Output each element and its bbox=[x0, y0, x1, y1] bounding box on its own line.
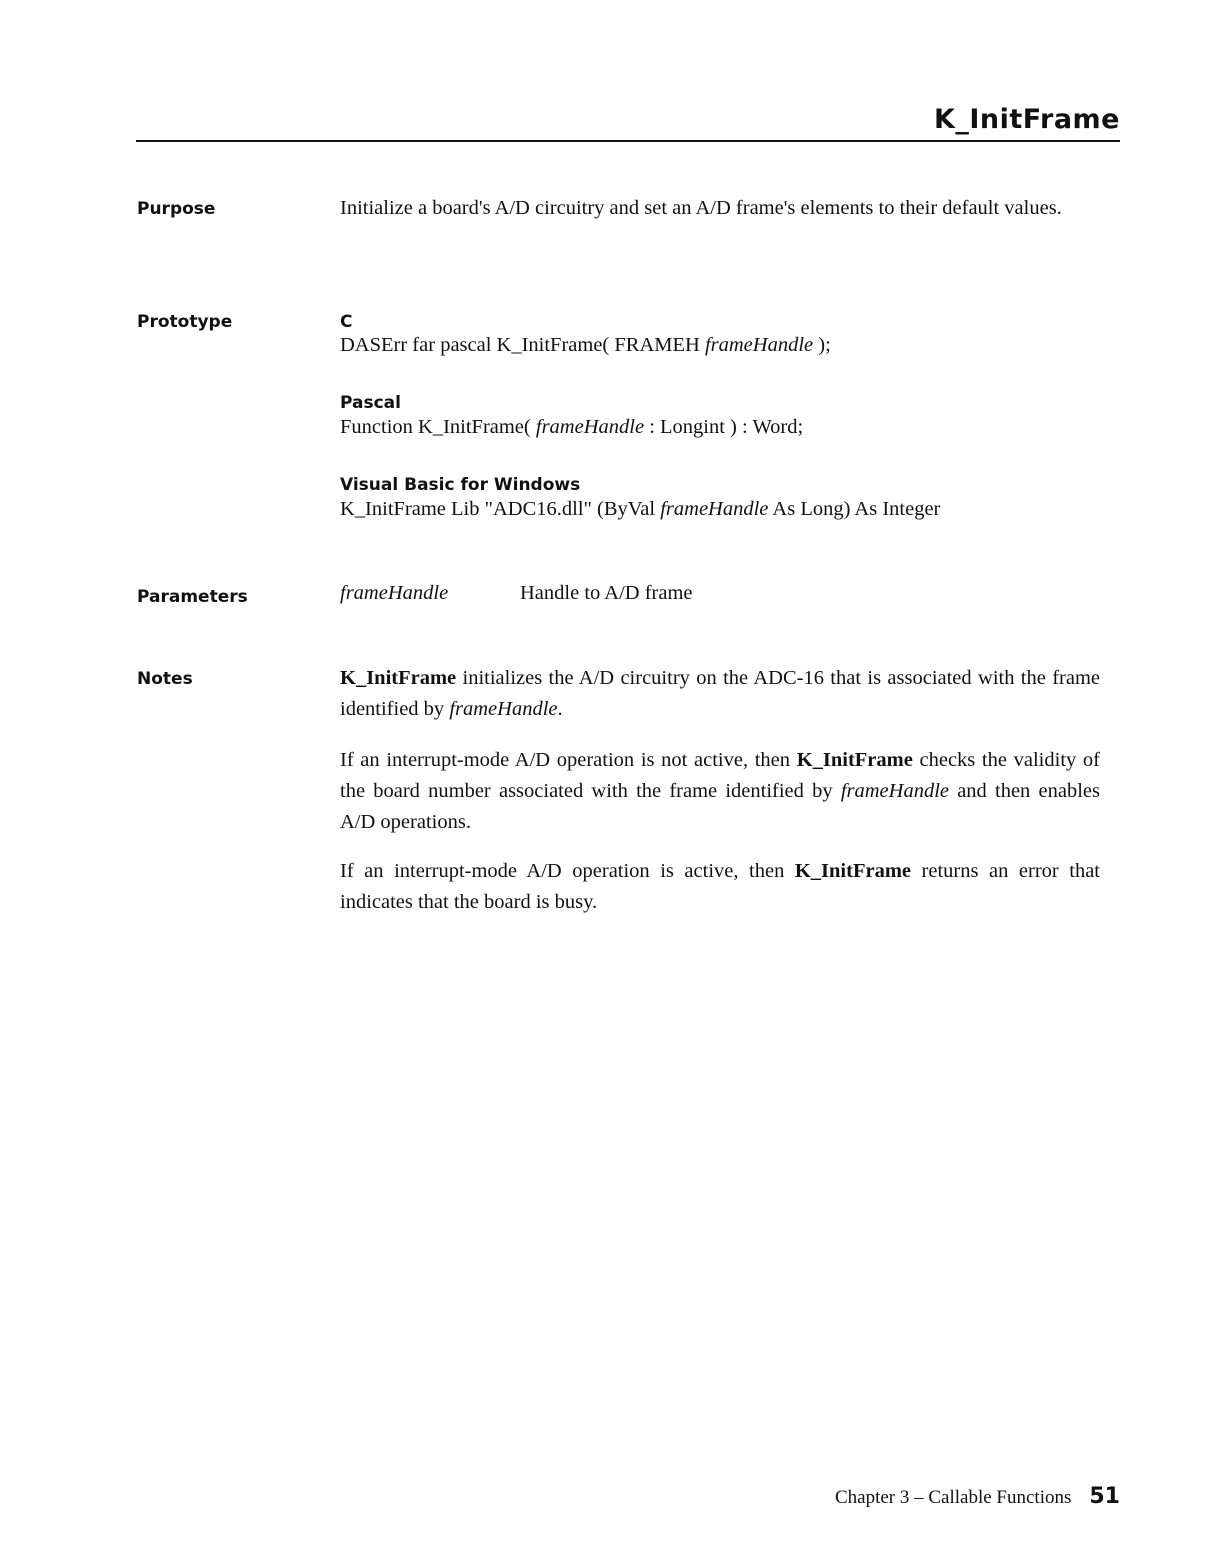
parameter-name-text: frameHandle bbox=[340, 582, 449, 604]
vb-prototype-post: As Long) As Integer bbox=[768, 498, 941, 520]
page-title: K_InitFrame bbox=[933, 104, 1120, 135]
notes-p1-text-b: . bbox=[557, 698, 563, 720]
chapter-title: Chapter 3 – Callable Functions bbox=[834, 1487, 1072, 1508]
c-prototype bbox=[340, 334, 831, 357]
notes-paragraph-2 bbox=[340, 745, 1100, 838]
notes-p3-function: K_InitFrame bbox=[794, 860, 912, 882]
pascal-prototype-pre: Function K_InitFrame( bbox=[340, 416, 536, 438]
page-number: 51 bbox=[1089, 1484, 1120, 1509]
c-prototype-pre: DASErr far pascal K_InitFrame( FRAMEH bbox=[340, 334, 705, 356]
vb-prototype bbox=[340, 498, 940, 521]
page-footer bbox=[835, 1484, 1120, 1509]
purpose-text: Initialize a board's A/D circuitry and set an A/D frame's elements to their default values. bbox=[340, 197, 1062, 219]
notes-p3-text-b: returns an error that indicates that the board is busy. bbox=[340, 860, 1100, 913]
vb-prototype-pre: K_InitFrame Lib "ADC16.dll" (ByVal bbox=[340, 498, 661, 520]
c-prototype-post: ); bbox=[813, 334, 831, 356]
notes-p3-text-a: If an interrupt-mode A/D operation is active, then bbox=[340, 860, 795, 882]
header-rule bbox=[136, 140, 1120, 142]
vb-heading: Visual Basic for Windows bbox=[340, 475, 581, 495]
parameters-label: Parameters bbox=[137, 587, 248, 607]
pascal-prototype-post: : Longint ) : Word; bbox=[644, 416, 804, 438]
notes-p2-text-c: and then enables A/D operations. bbox=[340, 780, 1100, 833]
notes-p2-param: frameHandle bbox=[840, 780, 949, 802]
c-heading: C bbox=[340, 312, 353, 332]
pascal-prototype-param: frameHandle bbox=[535, 416, 645, 438]
notes-p2-text-b: checks the validity of the board number associated with the frame identified by bbox=[340, 749, 1100, 802]
notes-paragraph-1 bbox=[340, 663, 1100, 725]
notes-label: Notes bbox=[137, 669, 193, 689]
notes-p1-function: K_InitFrame bbox=[340, 667, 457, 689]
c-prototype-param: frameHandle bbox=[704, 334, 814, 356]
parameter-name bbox=[340, 582, 448, 605]
vb-prototype-param: frameHandle bbox=[660, 498, 769, 520]
notes-p2-text-a: If an interrupt-mode A/D operation is not active, then bbox=[340, 749, 797, 771]
prototype-label: Prototype bbox=[137, 312, 233, 332]
pascal-prototype bbox=[340, 416, 803, 439]
notes-p2-function: K_InitFrame bbox=[796, 749, 913, 771]
pascal-heading: Pascal bbox=[340, 393, 401, 413]
purpose-label: Purpose bbox=[137, 199, 216, 219]
parameter-description: Handle to A/D frame bbox=[520, 582, 693, 604]
notes-p1-param: frameHandle bbox=[449, 698, 558, 720]
notes-paragraph-3 bbox=[340, 856, 1100, 918]
notes-p1-text-a: initializes the A/D circuitry on the ADC-16 that is associated with the frame identified by bbox=[340, 667, 1100, 720]
